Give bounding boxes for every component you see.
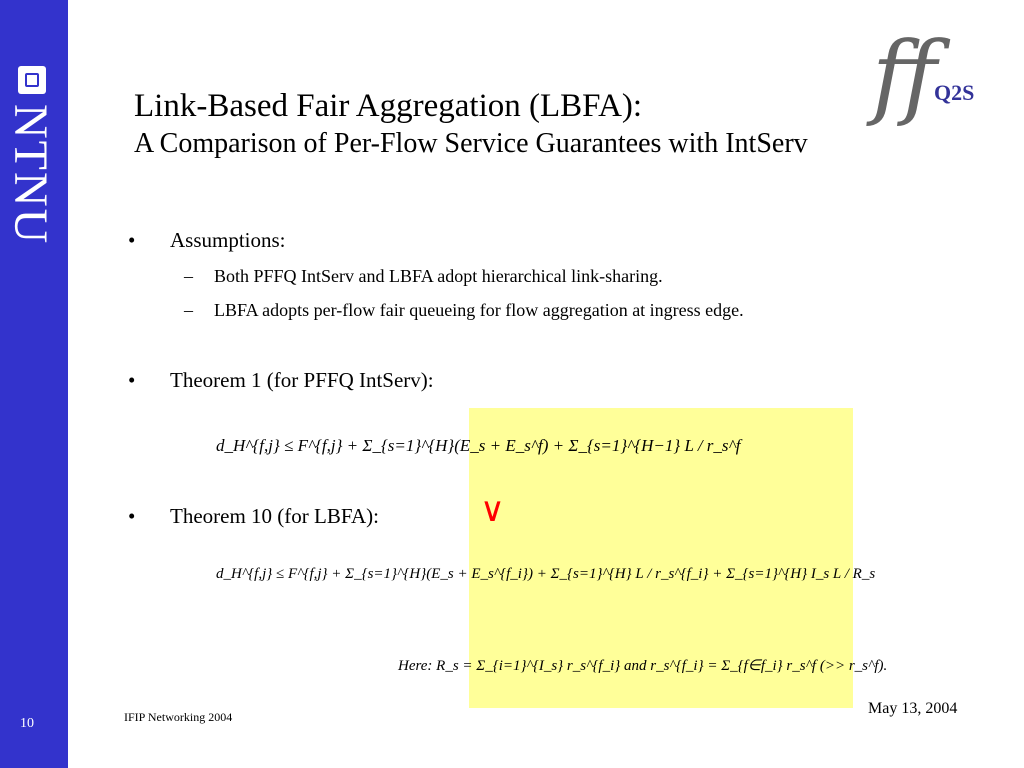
- sidebar: [0, 0, 68, 768]
- bullet-dot-icon: •: [128, 504, 136, 528]
- footer-date: May 13, 2004: [868, 700, 958, 717]
- ntnu-logo-icon: [18, 66, 46, 94]
- footer-conference: IFIP Networking 2004: [124, 710, 233, 724]
- formula-theorem-10: d_H^{f,j} ≤ F^{f,j} + Σ_{s=1}^{H}(E_s + E_s^{f_i}) + Σ_{s=1}^{H} L / r_s^{f_i} + Σ_{s=1}^{H} I_s L / R_s: [216, 566, 876, 582]
- title-line-2: A Comparison of Per-Flow Service Guarantees with IntServ: [134, 128, 808, 159]
- slide-number: 10: [20, 716, 34, 731]
- formula-theorem-1: d_H^{f,j} ≤ F^{f,j} + Σ_{s=1}^{H}(E_s + E_s^f) + Σ_{s=1}^{H−1} L / r_s^f: [216, 436, 741, 455]
- q2s-logo: [866, 22, 996, 138]
- dash-icon: –: [184, 266, 193, 286]
- formula-here: Here: R_s = Σ_{i=1}^{I_s} r_s^{f_i} and r_s^{f_i} = Σ_{f∈f_i} r_s^f (>> r_s^f).: [398, 658, 888, 674]
- ff-logo-icon: ff: [872, 22, 938, 129]
- title-line-1: Link-Based Fair Aggregation (LBFA):: [134, 88, 643, 124]
- q2s-logo-text: Q2S: [934, 80, 975, 105]
- page-title: [134, 86, 874, 162]
- bullet-theorem-10: [128, 504, 379, 529]
- bullet-text: Theorem 10 (for LBFA):: [170, 504, 379, 528]
- dash-icon: –: [184, 300, 193, 320]
- bullet-text: Theorem 1 (for PFFQ IntServ):: [170, 368, 434, 392]
- sub-bullet-text: Both PFFQ IntServ and LBFA adopt hierarchical link-sharing.: [214, 266, 663, 286]
- bullet-theorem-1: [128, 368, 434, 393]
- sub-bullet-2: [134, 300, 744, 321]
- greater-than-symbol: ∨: [480, 490, 505, 530]
- bullet-assumptions: [128, 228, 286, 253]
- bullet-dot-icon: •: [128, 368, 136, 392]
- sub-bullet-text: LBFA adopts per-flow fair queueing for flow aggregation at ingress edge.: [214, 300, 744, 320]
- ntnu-brand: NTNU: [4, 104, 57, 246]
- sub-bullet-1: [134, 266, 663, 287]
- bullet-dot-icon: •: [128, 228, 136, 252]
- bullet-text: Assumptions:: [170, 228, 286, 252]
